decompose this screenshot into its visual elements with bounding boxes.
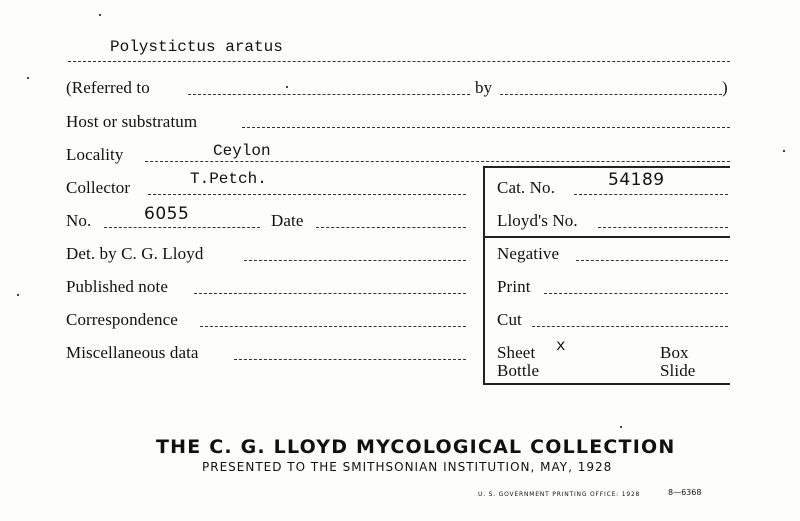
host-line (242, 127, 730, 128)
det-by-label: Det. by C. G. Lloyd (66, 244, 204, 263)
no-line (104, 227, 260, 228)
bottle-label: Bottle (497, 361, 540, 380)
cat-no-line (574, 194, 728, 195)
date-line (316, 227, 466, 228)
no-value: 6055 (144, 204, 190, 224)
species-name: Polystictus aratus (110, 38, 283, 56)
box-bottom-border (483, 383, 730, 385)
misc-data-line (234, 359, 466, 360)
det-by-line (244, 260, 466, 261)
box-top-border (483, 166, 730, 168)
sheet-mark: x (556, 337, 566, 355)
lloyds-no-label: Lloyd's No. (497, 211, 578, 230)
cut-label: Cut (497, 310, 522, 329)
scan-speck (783, 150, 785, 152)
scan-speck (17, 294, 19, 296)
host-label: Host or substratum (66, 112, 198, 131)
cat-no-label: Cat. No. (497, 178, 555, 197)
date-label: Date (271, 211, 304, 230)
negative-line (576, 260, 728, 261)
sheet-label: Sheet (497, 343, 536, 362)
collector-value: T.Petch. (190, 170, 267, 188)
cut-line (532, 326, 728, 327)
correspondence-label: Correspondence (66, 310, 178, 329)
locality-value: Ceylon (213, 142, 271, 160)
by-line (500, 94, 722, 95)
box-label: Box (660, 343, 689, 362)
misc-data-label: Miscellaneous data (66, 343, 199, 362)
locality-label: Locality (66, 145, 124, 164)
scan-speck (286, 86, 288, 88)
locality-line (145, 161, 730, 162)
collector-label: Collector (66, 178, 131, 197)
slide-label: Slide (660, 361, 696, 380)
collection-title: THE C. G. LLOYD MYCOLOGICAL COLLECTION (156, 436, 676, 458)
scan-speck (27, 77, 29, 79)
close-paren: ) (722, 78, 728, 97)
lloyds-no-line (598, 227, 728, 228)
box-divider (483, 236, 730, 238)
collection-subtitle: PRESENTED TO THE SMITHSONIAN INSTITUTION, MAY, 1928 (202, 460, 613, 474)
print-line (544, 293, 728, 294)
box-left-border (483, 166, 485, 384)
top-rule (68, 61, 730, 62)
cat-no-value: 54189 (608, 170, 665, 190)
correspondence-line (200, 326, 466, 327)
collector-line (148, 194, 466, 195)
print-label: Print (497, 277, 531, 296)
published-note-line (194, 293, 466, 294)
negative-label: Negative (497, 244, 560, 263)
scan-speck (99, 14, 101, 16)
published-note-label: Published note (66, 277, 168, 296)
scan-speck (620, 426, 622, 428)
referred-to-line (188, 94, 470, 95)
no-label: No. (66, 211, 92, 230)
by-label: by (475, 78, 493, 97)
referred-to-label: (Referred to (66, 78, 150, 97)
form-number: 8—6368 (668, 488, 702, 497)
printing-office-note: U. S. GOVERNMENT PRINTING OFFICE: 1928 (478, 491, 641, 498)
